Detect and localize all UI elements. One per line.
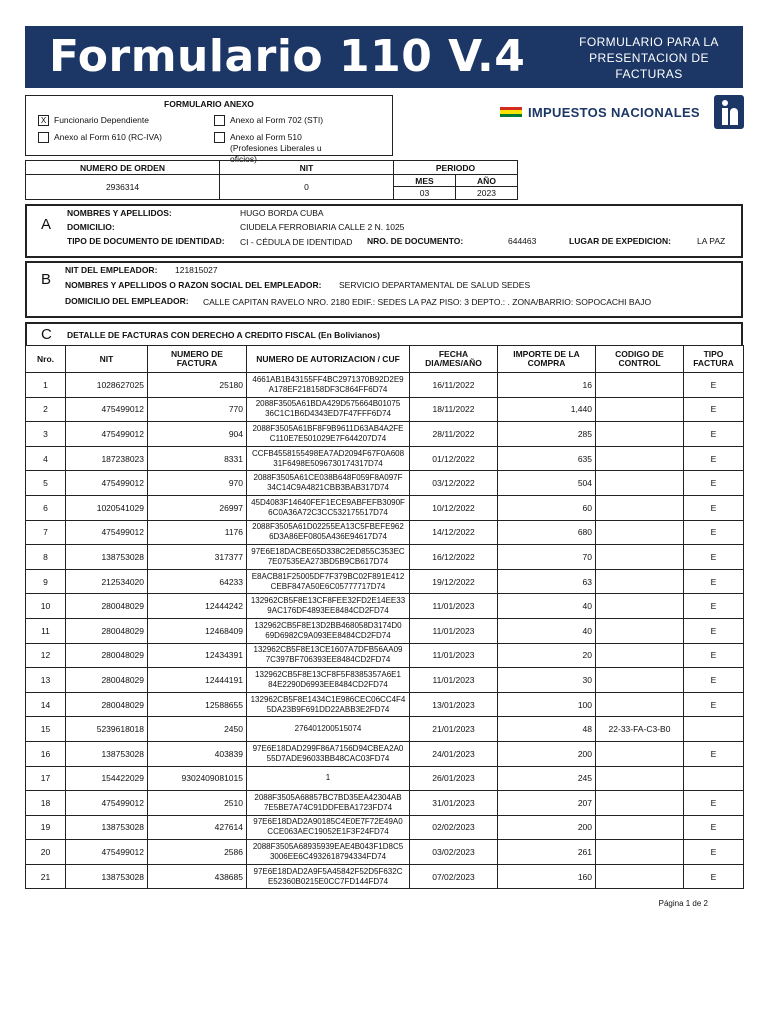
cell-nro: 3 bbox=[26, 422, 66, 447]
cell-autorizacion bbox=[247, 545, 410, 570]
cell-nro: 21 bbox=[26, 864, 66, 889]
cell-autorizacion bbox=[247, 471, 410, 496]
cell-numero-factura: 8331 bbox=[148, 446, 247, 471]
cell-nro: 16 bbox=[26, 741, 66, 766]
cell-nro: 18 bbox=[26, 791, 66, 816]
cell-autorizacion bbox=[247, 864, 410, 889]
option-form-702-label: Anexo al Form 702 (STI) bbox=[230, 115, 324, 125]
section-a-letter: A bbox=[41, 216, 52, 233]
cell-importe: 40 bbox=[498, 618, 596, 643]
cell-autorizacion bbox=[247, 692, 410, 717]
cell-tipo-factura: E bbox=[684, 520, 744, 545]
tipo-doc-label: TIPO DE DOCUMENTO DE IDENTIDAD: bbox=[67, 236, 225, 246]
cell-fecha: 11/01/2023 bbox=[410, 643, 498, 668]
cell-nro: 7 bbox=[26, 520, 66, 545]
autorizacion-line: 2088F3505A61CE038B648F059F8A097F bbox=[253, 473, 403, 483]
cell-tipo-factura bbox=[684, 717, 744, 742]
cell-codigo-control bbox=[596, 422, 684, 447]
table-row bbox=[26, 422, 744, 447]
cell-nit: 475499012 bbox=[66, 840, 148, 865]
cell-fecha: 11/01/2023 bbox=[410, 594, 498, 619]
cell-nro: 12 bbox=[26, 643, 66, 668]
cell-tipo-factura: E bbox=[684, 864, 744, 889]
cell-nro: 2 bbox=[26, 397, 66, 422]
section-b bbox=[25, 261, 743, 318]
cell-nro: 14 bbox=[26, 692, 66, 717]
form-title: Formulario 110 V.4 bbox=[49, 31, 526, 82]
cell-importe: 160 bbox=[498, 864, 596, 889]
cell-nit: 475499012 bbox=[66, 791, 148, 816]
autorizacion-line: 45D4083F14640FEF1ECE9ABFEFB3090F bbox=[251, 497, 405, 507]
subtitle-line-2: PRESENTACION DE bbox=[589, 51, 709, 65]
cell-importe: 200 bbox=[498, 815, 596, 840]
col-nro: Nro. bbox=[26, 346, 66, 373]
cell-importe: 285 bbox=[498, 422, 596, 447]
autorizacion-line: 132962CB5F8E13CF8FEE32FD2E14EE33 bbox=[250, 596, 406, 606]
cell-numero-factura: 64233 bbox=[148, 569, 247, 594]
col-autorizacion: NUMERO DE AUTORIZACION / CUF bbox=[247, 346, 410, 373]
razon-social-value: SERVICIO DEPARTAMENTAL DE SALUD SEDES bbox=[339, 280, 531, 290]
cell-numero-factura: 438685 bbox=[148, 864, 247, 889]
table-row bbox=[26, 717, 744, 742]
cell-tipo-factura: E bbox=[684, 791, 744, 816]
cell-autorizacion bbox=[247, 495, 410, 520]
autorizacion-line: 132962CB5F8E13CF8F5F8385357A6E1 bbox=[255, 669, 401, 679]
cell-importe: 504 bbox=[498, 471, 596, 496]
autorizacion-line: 97E6E18DAD2A90185C4E0E7F72E49A0 bbox=[253, 817, 403, 827]
autorizacion-line: 276401200515074 bbox=[294, 724, 362, 734]
cell-importe: 70 bbox=[498, 545, 596, 570]
lugar-label: LUGAR DE EXPEDICION: bbox=[569, 236, 672, 246]
domicilio-label: DOMICILIO: bbox=[67, 222, 115, 232]
cell-importe: 680 bbox=[498, 520, 596, 545]
cell-numero-factura: 12588655 bbox=[148, 692, 247, 717]
cell-importe: 60 bbox=[498, 495, 596, 520]
cell-tipo-factura bbox=[684, 766, 744, 791]
autorizacion-line: 97E6E18DAD2A9F5A45842F52D5F632C bbox=[253, 866, 403, 876]
col-numero-factura: NUMERO DE FACTURA bbox=[148, 346, 247, 373]
autorizacion-line: CEBF847A50E6C05777717D74 bbox=[270, 581, 386, 591]
cell-codigo-control bbox=[596, 741, 684, 766]
cell-nro: 11 bbox=[26, 618, 66, 643]
cell-autorizacion bbox=[247, 594, 410, 619]
cell-codigo-control bbox=[596, 643, 684, 668]
cell-importe: 200 bbox=[498, 741, 596, 766]
cell-fecha: 01/12/2022 bbox=[410, 446, 498, 471]
cell-importe: 100 bbox=[498, 692, 596, 717]
cell-importe: 635 bbox=[498, 446, 596, 471]
cell-nro: 8 bbox=[26, 545, 66, 570]
cell-importe: 261 bbox=[498, 840, 596, 865]
cell-fecha: 26/01/2023 bbox=[410, 766, 498, 791]
razon-social-label: NOMBRES Y APELLIDOS O RAZON SOCIAL DEL EMPLEADOR: bbox=[65, 280, 322, 290]
nit-value: 0 bbox=[220, 175, 394, 200]
subtitle-line-1: FORMULARIO PARA LA bbox=[579, 35, 719, 49]
cell-tipo-factura: E bbox=[684, 741, 744, 766]
cell-numero-factura: 1176 bbox=[148, 520, 247, 545]
cell-fecha: 31/01/2023 bbox=[410, 791, 498, 816]
autorizacion-line: 132962CB5F8E13CE1607A7DFB56AA09 bbox=[253, 645, 403, 655]
cell-codigo-control bbox=[596, 569, 684, 594]
flag-stripe-green bbox=[500, 114, 522, 117]
autorizacion-line: 69D6982C9A093EE8484CD2FD74 bbox=[265, 630, 391, 640]
autorizacion-line: 55D7ADE96033BB48CAC03FD74 bbox=[266, 753, 390, 763]
option-form-610[interactable] bbox=[38, 132, 162, 143]
cell-nro: 15 bbox=[26, 717, 66, 742]
cell-importe: 245 bbox=[498, 766, 596, 791]
checkbox-form-510[interactable] bbox=[214, 132, 225, 143]
cell-fecha: 13/01/2023 bbox=[410, 692, 498, 717]
autorizacion-line: 2088F3505A68857BC7BD35EA42304AB bbox=[254, 792, 402, 802]
cell-codigo-control bbox=[596, 692, 684, 717]
col-tipo-factura: TIPO FACTURA bbox=[684, 346, 744, 373]
cell-importe: 16 bbox=[498, 373, 596, 398]
autorizacion-line: 34C14C9A4821CBB3BAB317D74 bbox=[267, 483, 389, 493]
cell-autorizacion bbox=[247, 397, 410, 422]
cell-nro: 17 bbox=[26, 766, 66, 791]
cell-codigo-control bbox=[596, 618, 684, 643]
checkbox-funcionario[interactable]: X bbox=[38, 115, 49, 126]
autorizacion-line: C110E7E501029E7F644207D74 bbox=[269, 433, 387, 443]
section-c-title: DETALLE DE FACTURAS CON DERECHO A CREDITO FISCAL (En Bolivianos) bbox=[67, 330, 380, 340]
cell-nit: 138753028 bbox=[66, 815, 148, 840]
cell-nro: 9 bbox=[26, 569, 66, 594]
col-nit: NIT bbox=[66, 346, 148, 373]
cell-fecha: 18/11/2022 bbox=[410, 397, 498, 422]
domicilio-empleador-value: CALLE CAPITAN RAVELO NRO. 2180 EDIF.: SEDES LA PAZ PISO: 3 DEPTO.: . ZONA/BARRIO: SOPOCACHI BAJO bbox=[203, 297, 652, 307]
cell-autorizacion bbox=[247, 840, 410, 865]
subtitle-line-3: FACTURAS bbox=[615, 67, 683, 81]
cell-fecha: 24/01/2023 bbox=[410, 741, 498, 766]
table-row bbox=[26, 446, 744, 471]
cell-tipo-factura: E bbox=[684, 397, 744, 422]
cell-tipo-factura: E bbox=[684, 569, 744, 594]
cell-codigo-control bbox=[596, 791, 684, 816]
cell-codigo-control bbox=[596, 397, 684, 422]
cell-autorizacion bbox=[247, 815, 410, 840]
cell-numero-factura: 317377 bbox=[148, 545, 247, 570]
cell-tipo-factura: E bbox=[684, 373, 744, 398]
autorizacion-line: 36C1C1B6D4343ED7F47FFF6D74 bbox=[265, 409, 391, 419]
invoice-table bbox=[25, 345, 744, 889]
autorizacion-line: 3006EE6C4932618794334FD74 bbox=[269, 852, 387, 862]
table-row bbox=[26, 815, 744, 840]
cell-codigo-control bbox=[596, 594, 684, 619]
cell-importe: 1,440 bbox=[498, 397, 596, 422]
autorizacion-line: 7C397BF706393EE8484CD2FD74 bbox=[265, 655, 391, 665]
form-subtitle bbox=[569, 34, 729, 82]
cell-nit: 154422029 bbox=[66, 766, 148, 791]
numero-orden-header: NUMERO DE ORDEN bbox=[26, 161, 220, 175]
autorizacion-line: 7E07535EA273BD5B9CB617D74 bbox=[267, 556, 389, 566]
cell-nro: 6 bbox=[26, 495, 66, 520]
autorizacion-line: 31F6498E5096730174317D74 bbox=[273, 458, 383, 468]
nit-empleador-label: NIT DEL EMPLEADOR: bbox=[65, 265, 158, 275]
cell-nit: 1028627025 bbox=[66, 373, 148, 398]
cell-numero-factura: 2586 bbox=[148, 840, 247, 865]
cell-codigo-control bbox=[596, 766, 684, 791]
cell-fecha: 16/12/2022 bbox=[410, 545, 498, 570]
cell-numero-factura: 9302409081015 bbox=[148, 766, 247, 791]
cell-autorizacion bbox=[247, 668, 410, 693]
cell-nit: 475499012 bbox=[66, 520, 148, 545]
checkbox-form-702[interactable] bbox=[214, 115, 225, 126]
cell-autorizacion bbox=[247, 717, 410, 742]
autorizacion-line: 97E6E18DAD299F86A7156D94CBEA2A0 bbox=[252, 743, 404, 753]
cell-tipo-factura: E bbox=[684, 422, 744, 447]
autorizacion-line: 2088F3505A68935939EAE4B043F1D8C5 bbox=[252, 842, 404, 852]
cell-nit: 280048029 bbox=[66, 692, 148, 717]
cell-fecha: 21/01/2023 bbox=[410, 717, 498, 742]
autorizacion-line: 9AC176DF4893EE8484CD2FD74 bbox=[267, 606, 389, 616]
cell-tipo-factura: E bbox=[684, 668, 744, 693]
cell-importe: 48 bbox=[498, 717, 596, 742]
cell-codigo-control: 22-33-FA-C3-B0 bbox=[596, 717, 684, 742]
autorizacion-line: E52360B0215E0CC7FD144FD74 bbox=[267, 876, 389, 886]
cell-numero-factura: 25180 bbox=[148, 373, 247, 398]
cell-numero-factura: 770 bbox=[148, 397, 247, 422]
cell-nit: 187238023 bbox=[66, 446, 148, 471]
cell-autorizacion bbox=[247, 520, 410, 545]
cell-nit: 5239618018 bbox=[66, 717, 148, 742]
nombres-label: NOMBRES Y APELLIDOS: bbox=[67, 208, 172, 218]
cell-fecha: 07/02/2023 bbox=[410, 864, 498, 889]
cell-autorizacion bbox=[247, 422, 410, 447]
autorizacion-line: 5DA23B9F691DD22ABB3E2FD74 bbox=[266, 704, 390, 714]
lugar-value: LA PAZ bbox=[697, 236, 726, 246]
anexo-box bbox=[25, 95, 393, 164]
cell-fecha: 02/02/2023 bbox=[410, 815, 498, 840]
cell-nit: 138753028 bbox=[66, 864, 148, 889]
cell-codigo-control bbox=[596, 545, 684, 570]
table-row bbox=[26, 569, 744, 594]
nro-doc-value: 644463 bbox=[508, 236, 537, 246]
cell-nro: 19 bbox=[26, 815, 66, 840]
ano-header: AÑO bbox=[456, 175, 518, 187]
cell-autorizacion bbox=[247, 766, 410, 791]
bolivia-flag-icon bbox=[500, 107, 522, 117]
cell-tipo-factura: E bbox=[684, 594, 744, 619]
cell-numero-factura: 427614 bbox=[148, 815, 247, 840]
cell-nit: 1020541029 bbox=[66, 495, 148, 520]
cell-tipo-factura: E bbox=[684, 545, 744, 570]
table-row bbox=[26, 643, 744, 668]
autorizacion-line: CCE063AEC19052E1F3F24FD74 bbox=[267, 827, 389, 837]
table-row bbox=[26, 840, 744, 865]
cell-fecha: 19/12/2022 bbox=[410, 569, 498, 594]
cell-importe: 40 bbox=[498, 594, 596, 619]
checkbox-form-610[interactable] bbox=[38, 132, 49, 143]
table-row bbox=[26, 766, 744, 791]
cell-nit: 280048029 bbox=[66, 618, 148, 643]
cell-nit: 280048029 bbox=[66, 594, 148, 619]
numero-orden-value: 2936314 bbox=[26, 175, 220, 200]
logo-text: IMPUESTOS NACIONALES bbox=[528, 104, 700, 120]
cell-codigo-control bbox=[596, 520, 684, 545]
cell-importe: 63 bbox=[498, 569, 596, 594]
autorizacion-line: A178EF218158DF3C864FF6D74 bbox=[268, 384, 388, 394]
cell-fecha: 10/12/2022 bbox=[410, 495, 498, 520]
cell-numero-factura: 12444242 bbox=[148, 594, 247, 619]
cell-numero-factura: 2510 bbox=[148, 791, 247, 816]
cell-tipo-factura: E bbox=[684, 471, 744, 496]
table-row bbox=[26, 692, 744, 717]
cell-codigo-control bbox=[596, 840, 684, 865]
nit-empleador-value: 121815027 bbox=[175, 265, 218, 275]
cell-nro: 13 bbox=[26, 668, 66, 693]
nit-header: NIT bbox=[220, 161, 394, 175]
table-row bbox=[26, 618, 744, 643]
page-number: Página 1 de 2 bbox=[658, 899, 708, 908]
cell-importe: 30 bbox=[498, 668, 596, 693]
title-banner bbox=[25, 26, 743, 88]
table-row bbox=[26, 741, 744, 766]
cell-tipo-factura: E bbox=[684, 446, 744, 471]
cell-autorizacion bbox=[247, 643, 410, 668]
section-a bbox=[25, 204, 743, 258]
impuestos-logo bbox=[500, 95, 744, 129]
table-row bbox=[26, 668, 744, 693]
autorizacion-line: 2088F3505A61BDA429D575664B01075 bbox=[255, 399, 401, 409]
cell-nro: 10 bbox=[26, 594, 66, 619]
cell-fecha: 14/12/2022 bbox=[410, 520, 498, 545]
cell-nit: 475499012 bbox=[66, 422, 148, 447]
cell-nit: 280048029 bbox=[66, 643, 148, 668]
col-importe: IMPORTE DE LA COMPRA bbox=[498, 346, 596, 373]
cell-numero-factura: 403839 bbox=[148, 741, 247, 766]
cell-codigo-control bbox=[596, 815, 684, 840]
mes-value: 03 bbox=[394, 187, 456, 200]
cell-numero-factura: 2450 bbox=[148, 717, 247, 742]
table-row bbox=[26, 864, 744, 889]
section-b-letter: B bbox=[41, 271, 52, 288]
autorizacion-line: 2088F3505A61D02255EA13C5FBEFE962 bbox=[252, 522, 404, 532]
tipo-doc-value: CI - CÉDULA DE IDENTIDAD bbox=[240, 237, 353, 247]
cell-codigo-control bbox=[596, 864, 684, 889]
section-c-letter: C bbox=[41, 326, 52, 343]
table-row bbox=[26, 397, 744, 422]
domicilio-empleador-label: DOMICILIO DEL EMPLEADOR: bbox=[65, 296, 189, 306]
autorizacion-line: 132962CB5F8E1434C1E986CEC06CC4F4 bbox=[250, 694, 406, 704]
cell-fecha: 03/02/2023 bbox=[410, 840, 498, 865]
col-codigo-control: CODIGO DE CONTROL bbox=[596, 346, 684, 373]
mes-header: MES bbox=[394, 175, 456, 187]
table-row bbox=[26, 545, 744, 570]
cell-tipo-factura: E bbox=[684, 815, 744, 840]
cell-fecha: 11/01/2023 bbox=[410, 668, 498, 693]
cell-codigo-control bbox=[596, 446, 684, 471]
cell-tipo-factura: E bbox=[684, 495, 744, 520]
autorizacion-line: CCFB4558155498EA7AD2094F67F0A608 bbox=[251, 448, 405, 458]
cell-fecha: 11/01/2023 bbox=[410, 618, 498, 643]
cell-numero-factura: 12444191 bbox=[148, 668, 247, 693]
in-logo-icon bbox=[714, 95, 744, 129]
cell-autorizacion bbox=[247, 373, 410, 398]
cell-nit: 280048029 bbox=[66, 668, 148, 693]
cell-nit: 212534020 bbox=[66, 569, 148, 594]
cell-nro: 20 bbox=[26, 840, 66, 865]
cell-codigo-control bbox=[596, 495, 684, 520]
option-form-610-label: Anexo al Form 610 (RC-IVA) bbox=[54, 132, 163, 142]
cell-importe: 20 bbox=[498, 643, 596, 668]
autorizacion-line: E8ACB81F25005DF7F379BC02F891E412 bbox=[251, 571, 405, 581]
cell-numero-factura: 970 bbox=[148, 471, 247, 496]
cell-tipo-factura: E bbox=[684, 618, 744, 643]
nro-doc-label: NRO. DE DOCUMENTO: bbox=[367, 236, 464, 246]
section-c bbox=[25, 322, 743, 346]
invoice-table-header bbox=[26, 346, 744, 373]
col-fecha: FECHA DIA/MES/AÑO bbox=[410, 346, 498, 373]
autorizacion-line: 84E2290D6993EE8484CD2FD74 bbox=[268, 679, 388, 689]
cell-nit: 138753028 bbox=[66, 545, 148, 570]
option-form-702[interactable] bbox=[214, 115, 323, 126]
cell-importe: 207 bbox=[498, 791, 596, 816]
cell-numero-factura: 904 bbox=[148, 422, 247, 447]
cell-codigo-control bbox=[596, 373, 684, 398]
cell-tipo-factura: E bbox=[684, 643, 744, 668]
option-funcionario[interactable] bbox=[38, 115, 149, 126]
cell-numero-factura: 12468409 bbox=[148, 618, 247, 643]
autorizacion-line: 132962CB5F8E13D2BB468058D3174D0 bbox=[254, 620, 402, 630]
cell-fecha: 03/12/2022 bbox=[410, 471, 498, 496]
cell-nit: 475499012 bbox=[66, 471, 148, 496]
option-funcionario-label: Funcionario Dependiente bbox=[54, 115, 149, 125]
cell-nro: 1 bbox=[26, 373, 66, 398]
autorizacion-line: 4661AB1B43155FF4BC2971370B92D2E9 bbox=[252, 374, 404, 384]
ano-value: 2023 bbox=[456, 187, 518, 200]
table-row bbox=[26, 373, 744, 398]
cell-nit: 138753028 bbox=[66, 741, 148, 766]
autorizacion-line: 7E5BE7A74C91DDFEBA1723FD74 bbox=[263, 802, 393, 812]
nombres-value: HUGO BORDA CUBA bbox=[240, 208, 324, 218]
cell-numero-factura: 12434391 bbox=[148, 643, 247, 668]
cell-tipo-factura: E bbox=[684, 692, 744, 717]
autorizacion-line: 97E6E18DACBE65D338C2ED855C353EC bbox=[251, 546, 405, 556]
cell-autorizacion bbox=[247, 569, 410, 594]
cell-fecha: 28/11/2022 bbox=[410, 422, 498, 447]
table-row bbox=[26, 471, 744, 496]
table-row bbox=[26, 791, 744, 816]
autorizacion-line: 6D3A86EF0805A436E94617D74 bbox=[269, 532, 387, 542]
cell-autorizacion bbox=[247, 741, 410, 766]
table-row bbox=[26, 495, 744, 520]
cell-nro: 5 bbox=[26, 471, 66, 496]
cell-tipo-factura: E bbox=[684, 840, 744, 865]
anexo-title: FORMULARIO ANEXO bbox=[164, 99, 254, 109]
option-form-510-label: Anexo al Form 510 (Profesiones Liberales u oficios) bbox=[230, 132, 322, 164]
autorizacion-line: 6C0A36A72C3CC532175517D74 bbox=[268, 507, 388, 517]
cell-numero-factura: 26997 bbox=[148, 495, 247, 520]
autorizacion-line: 2088F3505A61BF8F9B9611D63AB4A2FE bbox=[252, 423, 404, 433]
cell-fecha: 16/11/2022 bbox=[410, 373, 498, 398]
cell-autorizacion bbox=[247, 791, 410, 816]
cell-nit: 475499012 bbox=[66, 397, 148, 422]
order-table bbox=[25, 160, 518, 200]
table-row bbox=[26, 520, 744, 545]
periodo-header: PERIODO bbox=[394, 161, 518, 175]
autorizacion-line: 1 bbox=[325, 773, 331, 783]
cell-autorizacion bbox=[247, 446, 410, 471]
cell-codigo-control bbox=[596, 471, 684, 496]
domicilio-value: CIUDELA FERROBIARIA CALLE 2 N. 1025 bbox=[240, 222, 405, 232]
cell-nro: 4 bbox=[26, 446, 66, 471]
table-row bbox=[26, 594, 744, 619]
cell-codigo-control bbox=[596, 668, 684, 693]
cell-autorizacion bbox=[247, 618, 410, 643]
